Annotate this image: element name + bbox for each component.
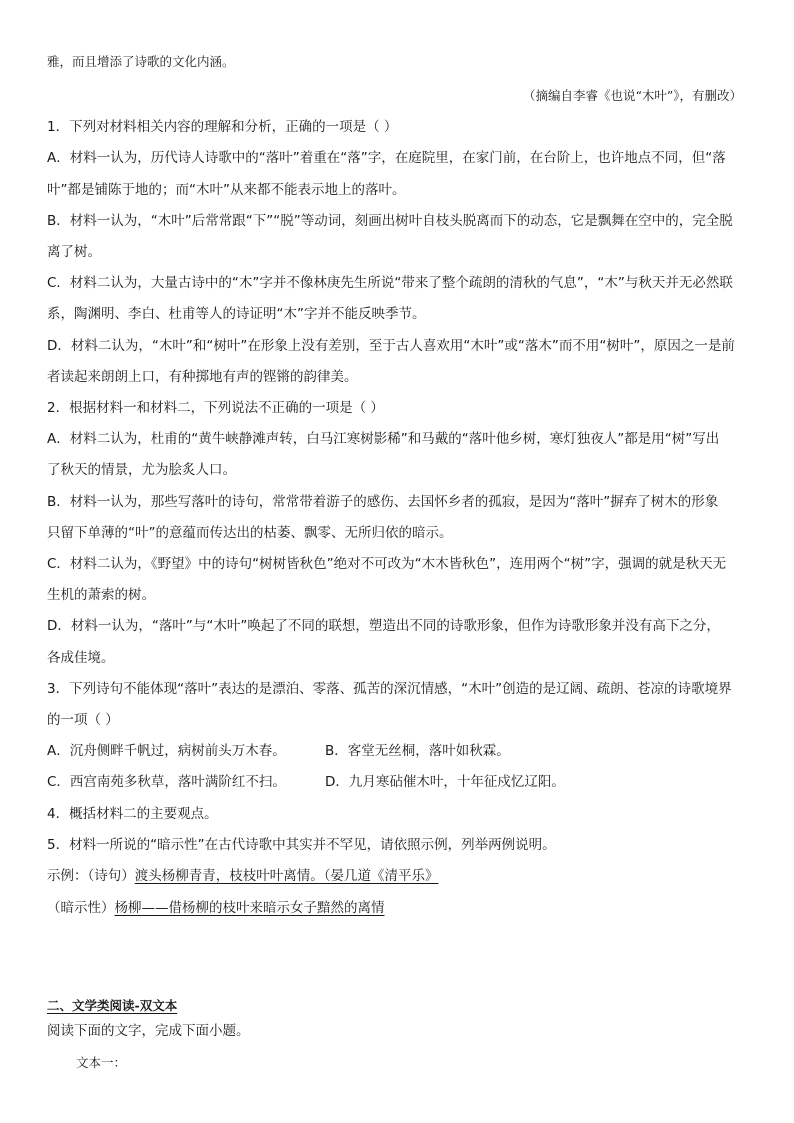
- q2-option-b-cont: 只留下单薄的“叶”的意蕴而传达出的枯萎、飘零、无所归依的暗示。: [47, 525, 453, 541]
- section-instruction: 阅读下面的文字，完成下面小题。: [47, 1023, 250, 1039]
- q3-option-a: A．沉舟侧畔千帆过，病树前头万木春。: [47, 743, 286, 759]
- q5-example-1: [47, 866, 752, 886]
- q1-option-d: D．材料二认为，“木叶”和“树叶”在形象上没有差别，至于古人喜欢用“木叶”或“落木”而不用“树叶”，原因之一是前: [47, 338, 735, 354]
- q4-stem: 4．概括材料二的主要观点。: [47, 806, 218, 822]
- q3-stem: 3．下列诗句不能体现“落叶”表达的是漂泊、零落、孤苦的深沉情感，“木叶”创造的是辽阔、疏朗、苍凉的诗歌境界: [47, 681, 732, 697]
- q1-option-c-cont: 系，陶渊明、李白、杜甫等人的诗证明“木”字并不能反映季节。: [47, 306, 426, 322]
- q2-option-a: A．材料二认为，杜甫的“黄牛峡静滩声转，白马江寒树影稀”和马戴的“落叶他乡树，寒灯独夜人”都是用“树”写出: [47, 431, 720, 447]
- q3-option-c: C．西宫南苑多秋草，落叶满阶红不扫。: [47, 774, 286, 790]
- q1-stem: 1．下列对材料相关内容的理解和分析，正确的一项是（ ）: [47, 119, 398, 135]
- q2-option-b: B．材料一认为，那些写落叶的诗句，常常带着游子的感伤、去国怀乡者的孤寂，是因为“落叶”摒弃了树木的形象: [47, 494, 719, 510]
- q2-option-d: D．材料一认为，“落叶”与“木叶”唤起了不同的联想，塑造出不同的诗歌形象，但作为诗歌形象并没有高下之分，: [47, 618, 720, 634]
- q1-option-c: C．材料二认为，大量古诗中的“木”字并不像林庚先生所说“带来了整个疏朗的清秋的气息”，“木”与秋天并无必然联: [47, 275, 733, 291]
- intro-tail: 雅，而且增添了诗歌的文化内涵。: [47, 54, 235, 69]
- q2-option-d-cont: 各成佳境。: [47, 650, 115, 666]
- text-one-label: 文本一：: [76, 1055, 127, 1070]
- q1-option-b-cont: 离了树。: [47, 244, 101, 260]
- q3-stem-cont: 的一项（ ）: [47, 712, 119, 728]
- source-citation: （摘编自李睿《也说“木叶”》，有删改）: [522, 88, 742, 103]
- q5-example-2: [47, 898, 752, 918]
- example-label: （暗示性）: [47, 900, 115, 916]
- q2-option-a-cont: 了秋天的情景，尤为脍炙人口。: [47, 462, 236, 478]
- q2-option-c-cont: 生机的萧索的树。: [47, 587, 155, 603]
- q2-stem: 2．根据材料一和材料二，下列说法不正确的一项是（ ）: [47, 400, 384, 416]
- example-poem: 渡头杨柳青青，枝枝叶叶离情。（晏几道《清平乐》: [134, 868, 439, 884]
- q1-option-a-cont: 叶”都是铺陈于地的；而“木叶”从来都不能表示地上的落叶。: [47, 182, 406, 198]
- q5-stem: 5．材料一所说的“暗示性”在古代诗歌中其实并不罕见，请依照示例，列举两例说明。: [47, 837, 556, 853]
- section-heading: 二、文学类阅读-双文本: [47, 998, 178, 1013]
- example-label: 示例：（诗句）: [47, 868, 135, 884]
- q3-option-d: D．九月寒砧催木叶，十年征戍忆辽阳。: [325, 774, 565, 790]
- q1-option-d-cont: 者读起来朗朗上口，有种掷地有声的铿锵的韵律美。: [47, 369, 358, 385]
- q2-option-c: C．材料二认为，《野望》中的诗句“树树皆秋色”绝对不可改为“木木皆秋色”，连用两个“树”字，强调的就是秋天无: [47, 556, 727, 572]
- q1-option-b: B．材料一认为，“木叶”后常常跟“下”“脱”等动词，刻画出树叶自枝头脱离而下的动态，它是飘舞在空中的，完全脱: [47, 213, 733, 229]
- q3-option-b: B．客堂无丝桐，落叶如秋霖。: [325, 743, 510, 759]
- example-hint: 杨柳——借杨柳的枝叶来暗示女子黯然的离情: [114, 900, 385, 916]
- q1-option-a: A．材料一认为，历代诗人诗歌中的“落叶”着重在“落”字，在庭院里，在家门前，在台阶上，也许地点不同，但“落: [47, 150, 726, 166]
